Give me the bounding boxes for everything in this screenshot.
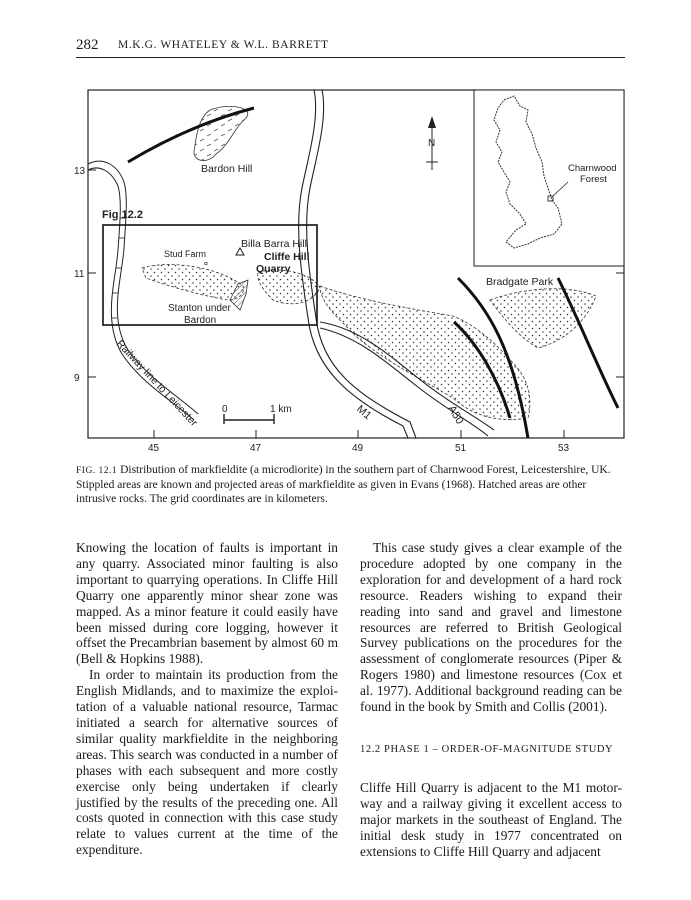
label-forest: Forest: [580, 174, 607, 185]
y-label-11: 11: [74, 269, 85, 280]
paragraph: Knowing the location of faults is important in any quarry. Associated minor faulting is also important to quarrying operations. In Cliffe Hill Quarry one apparently minor shear zone was mapped. As a minor feature it could easily have been missed during core logging, however it offset the Precambrian basement by almost 60 m (Bell & Hopkins 1988).: [76, 540, 338, 667]
scale-bar: [224, 414, 274, 424]
y-label-9: 9: [74, 373, 80, 384]
running-header: [76, 37, 625, 57]
label-m1: M1: [354, 403, 374, 423]
railway-line: [88, 161, 198, 420]
x-label-45: 45: [148, 443, 160, 454]
markfieldite-cliffe: [258, 270, 320, 304]
header-rule: [76, 57, 625, 58]
label-a50: A50: [445, 403, 466, 427]
page-number: 282: [76, 37, 99, 53]
label-railway: Railway line to Leicester: [113, 337, 200, 429]
figure-caption: [76, 463, 628, 506]
x-label-49: 49: [352, 443, 364, 454]
label-stanton-1: Stanton under: [168, 303, 231, 314]
section-heading: 12.2 PHASE 1 – ORDER-OF-MAGNITUDE STUDY: [360, 743, 614, 755]
paragraph: Cliffe Hill Quarry is adjacent to the M1 motor-way and a railway giving it excellent access to major markets in the southeast of England. The initial desk study in 1977 concentrated on extensions to Cliffe Hill Quarry and adjacent: [360, 779, 622, 859]
markfieldite-bradgate: [490, 289, 596, 348]
railway-sleepers: [111, 218, 126, 318]
caption-text: Distribution of markfieldite (a microdiorite) in the southern part of Charnwood Forest, Leicestershire, UK. Stippled areas are known and projected areas of markfieldite as given in Evans (1968). Hatched areas are other intrusive rocks. The grid coordinates are in kilometers.: [76, 464, 611, 505]
stud-farm-symbol: ¤: [204, 261, 208, 268]
paragraph: This case study gives a clear example of the procedure adopted by one company in the exploration for and development of a hard rock resource. Readers wishing to expand their reading into sand and gravel and limestone resources are referred to British Geological Survey publications on the procedures for the assessment of conglomerate resources (Piper & Rogers 1980) and limestone resources (Cox et al. 1977). Additional background reading can be found in the book by Smith and Collis (2001).: [360, 540, 622, 715]
label-stud-farm: Stud Farm: [164, 249, 207, 259]
scale-km: 1 km: [270, 404, 292, 415]
uk-locator-inset: [474, 90, 624, 266]
scale-zero: 0: [222, 404, 228, 415]
x-label-47: 47: [250, 443, 262, 454]
paragraph: In order to maintain its production from the English Midlands, and to maximize the exploi-tation of a valuable national resource, Tarmac initiated a search for alternative sources of similar quality markfieldite in the neighboring areas. This search was conducted in a number of phases with each subsequent and more costly exercise only being undertaken if clearly justified by the results of the preceding one. All costs quoted in connection with this case study relate to values current at the time of the expenditure.: [76, 667, 338, 858]
caption-label: FIG. 12.1: [76, 466, 118, 476]
label-billa-barra: Billa Barra Hill: [241, 238, 307, 250]
label-charnwood: Charnwood: [568, 163, 617, 174]
x-label-53: 53: [558, 443, 570, 454]
north-label: N: [428, 138, 436, 149]
x-label-51: 51: [455, 443, 467, 454]
label-bradgate: Bradgate Park: [486, 276, 554, 288]
markfieldite-stanton: [142, 265, 244, 300]
running-head-authors: M.K.G. WHATELEY & W.L. BARRETT: [118, 39, 329, 51]
figure-map: [58, 78, 638, 458]
y-label-13: 13: [74, 166, 86, 177]
body-column-right: [360, 540, 622, 859]
label-stanton-2: Bardon: [184, 315, 217, 326]
label-cliffe-quarry: Quarry: [256, 263, 291, 275]
label-cliffe-hill: Cliffe Hill: [264, 251, 310, 263]
label-fig-12-2: Fig 12.2: [102, 209, 143, 221]
label-bardon-hill: Bardon Hill: [201, 163, 253, 175]
bardon-hill-intrusion: [194, 106, 248, 160]
body-column-left: [76, 540, 338, 858]
